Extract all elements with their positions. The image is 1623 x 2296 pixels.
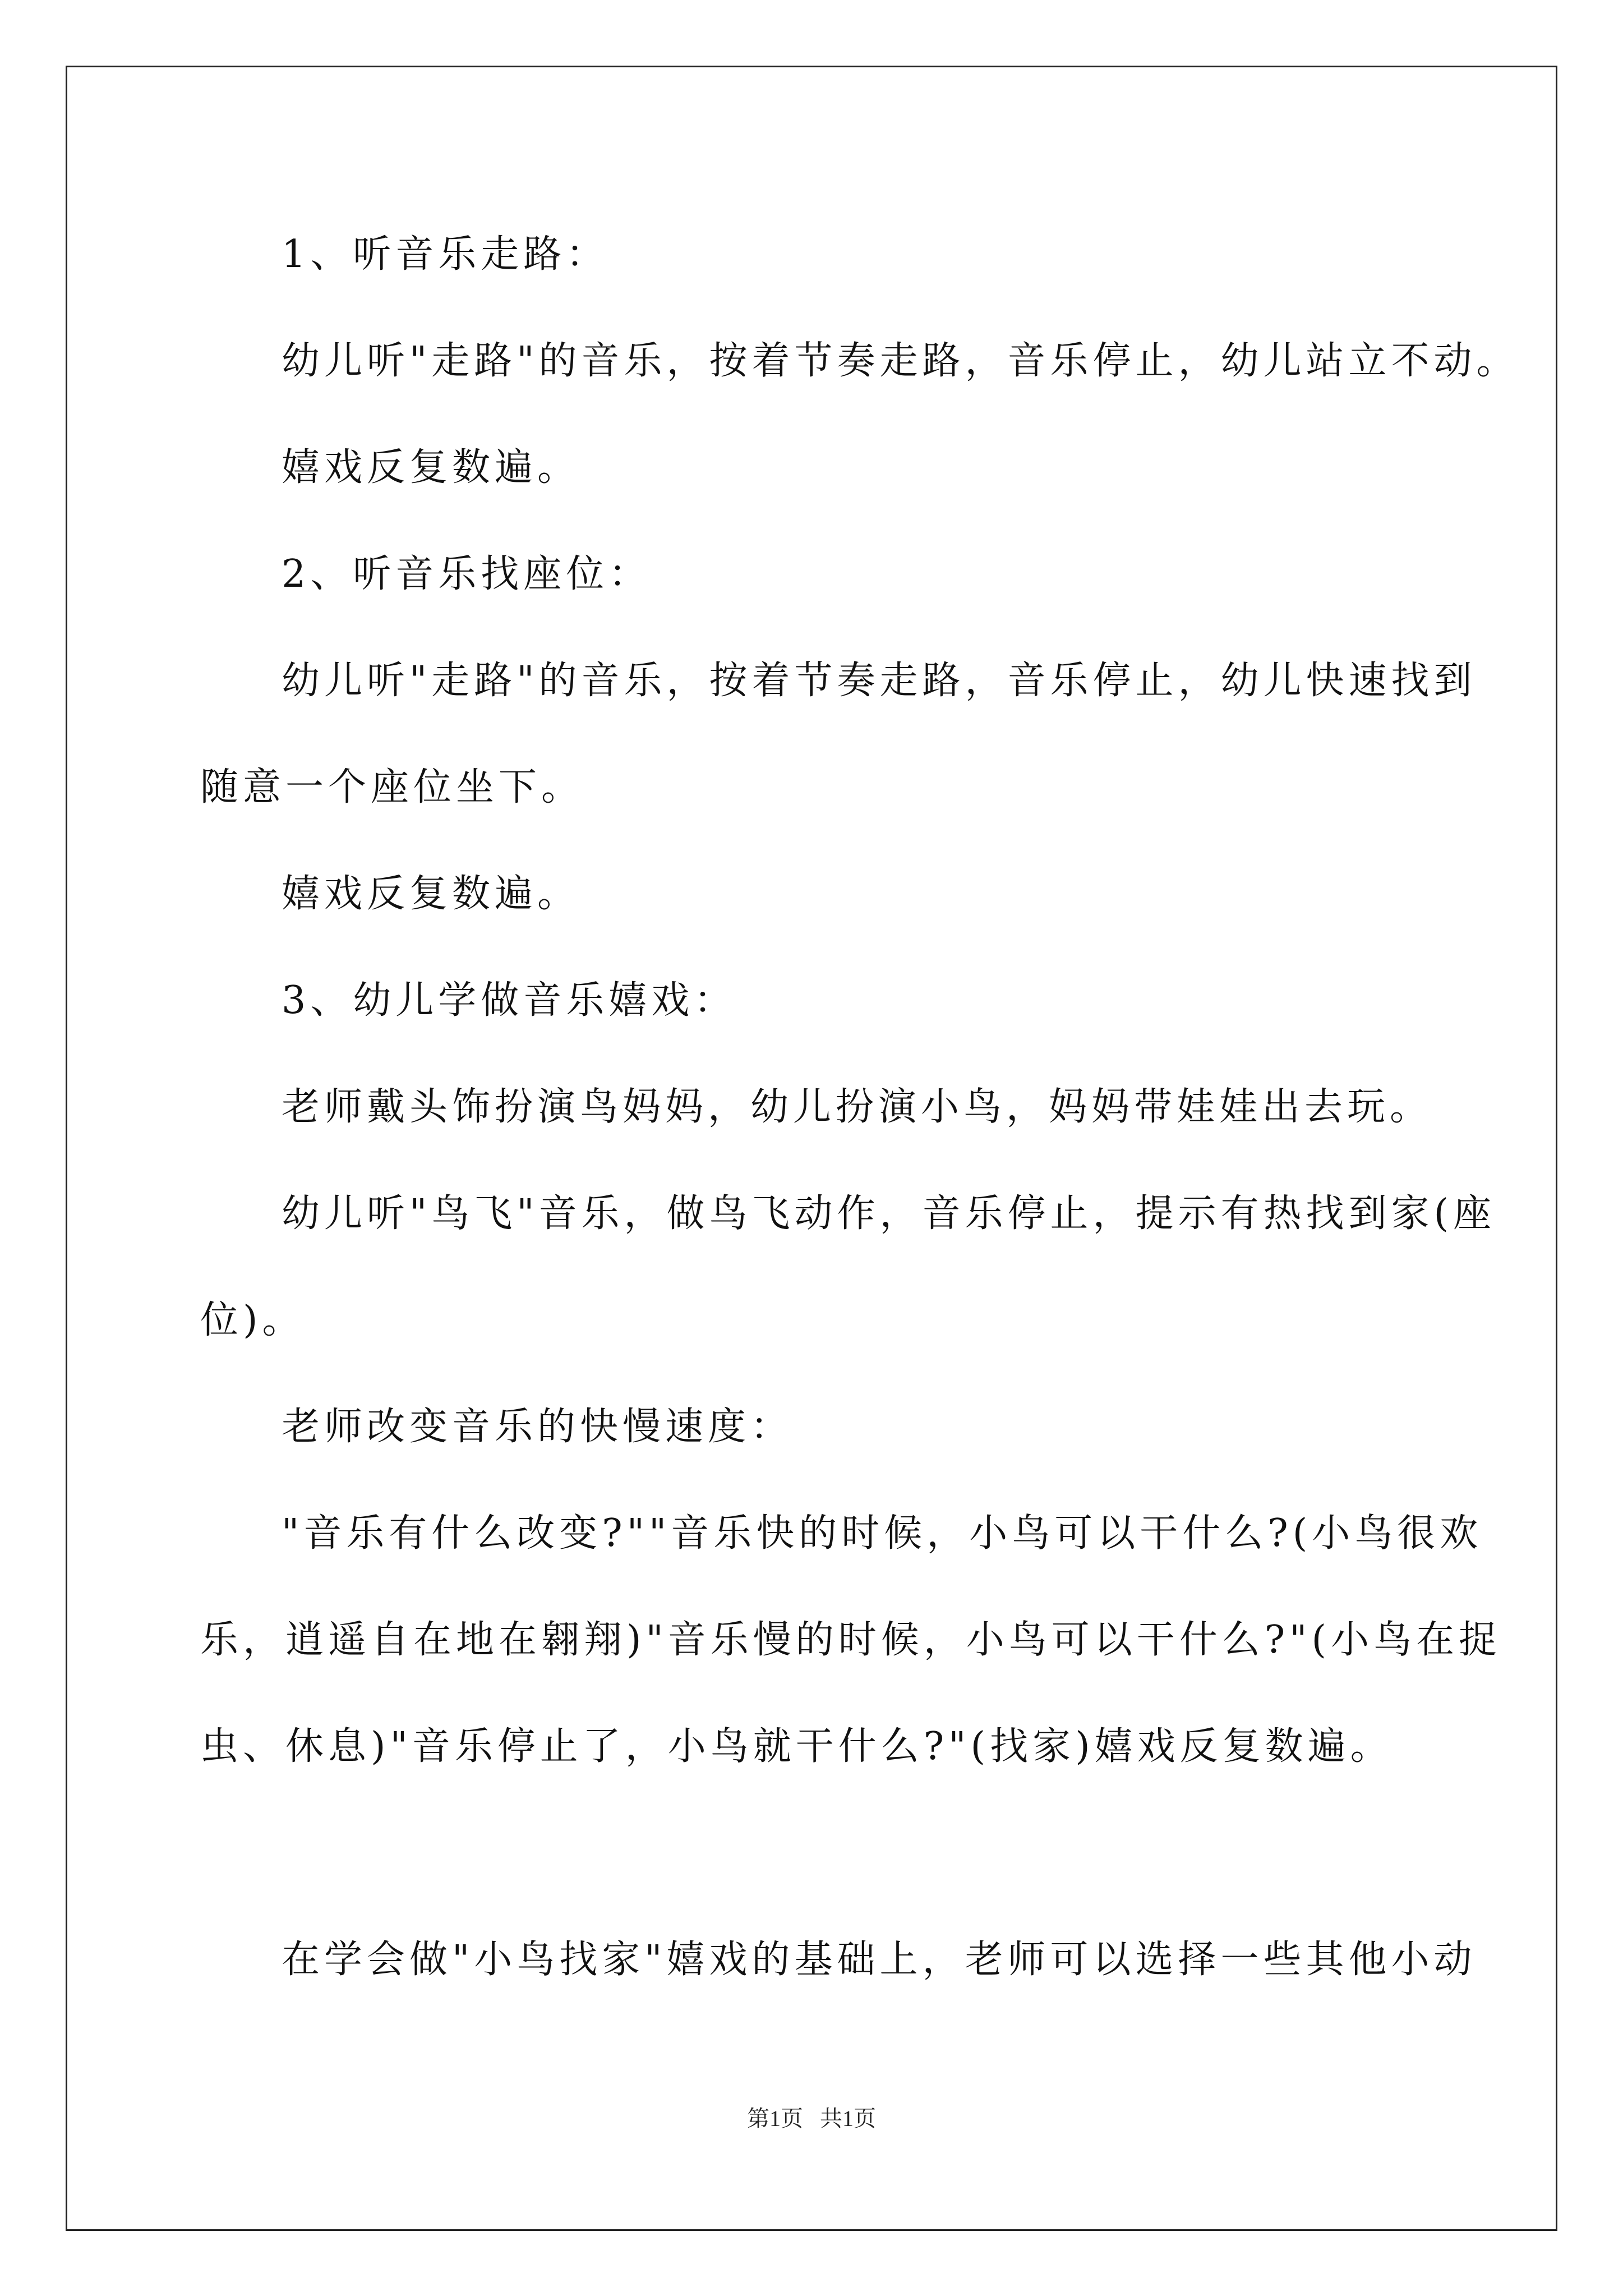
paragraph-line: 随意一个座位坐下。	[200, 765, 584, 809]
paragraph-line: 2、听音乐找座位：	[282, 552, 652, 596]
page-border	[66, 66, 1557, 2231]
paragraph-line: 嬉戏反复数遍。	[282, 872, 580, 916]
paragraph-line: 老师戴头饰扮演鸟妈妈，幼儿扮演小鸟，妈妈带娃娃出去玩。	[282, 1085, 1433, 1129]
page-number-footer: 第1页 共1页	[747, 2106, 876, 2131]
paragraph-line: 虫、休息)"音乐停止了，小鸟就干什么?"(找家)嬉戏反复数遍。	[200, 1724, 1393, 1769]
paragraph-line: 位)。	[200, 1298, 305, 1342]
paragraph-line: 1、听音乐走路：	[282, 232, 609, 277]
paragraph-line: 老师改变音乐的快慢速度：	[282, 1405, 794, 1449]
paragraph-line: 幼儿听"走路"的音乐，按着节奏走路，音乐停止，幼儿站立不动。	[282, 339, 1519, 383]
paragraph-line: 乐，逍遥自在地在翱翔)"音乐慢的时候，小鸟可以干什么?"(小鸟在捉	[200, 1618, 1502, 1662]
paragraph-line: 幼儿听"鸟飞"音乐，做鸟飞动作，音乐停止，提示有热找到家(座	[282, 1191, 1496, 1236]
paragraph-line: 3、幼儿学做音乐嬉戏：	[282, 978, 737, 1023]
paragraph-line: 在学会做"小鸟找家"嬉戏的基础上，老师可以选择一些其他小动	[282, 1938, 1477, 1982]
paragraph-line: 幼儿听"走路"的音乐，按着节奏走路，音乐停止，幼儿快速找到	[282, 659, 1477, 703]
paragraph-line: "音乐有什么改变?""音乐快的时候，小鸟可以干什么?(小鸟很欢	[282, 1511, 1483, 1556]
paragraph-line: 嬉戏反复数遍。	[282, 445, 580, 490]
